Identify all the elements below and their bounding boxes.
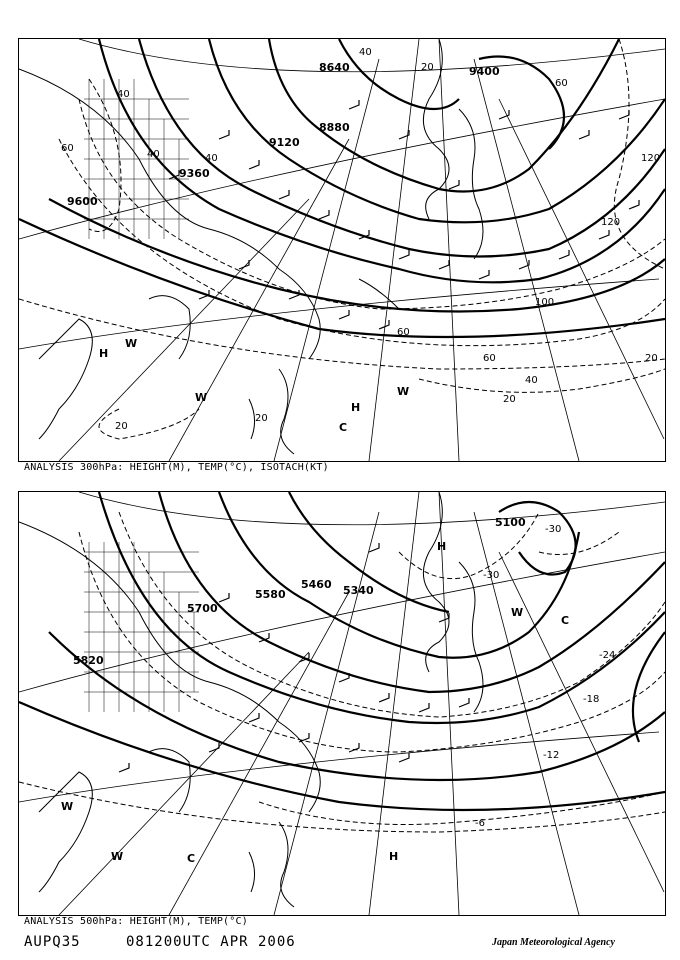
chart-valid-time: 081200UTC APR 2006 [126, 934, 296, 950]
graticule [19, 39, 665, 461]
height-label-9400: 9400 [469, 65, 500, 78]
warm-center: W [397, 385, 410, 398]
height-label-9360: 9360 [179, 167, 210, 180]
map-300hpa [18, 38, 666, 462]
isotach-label: 40 [359, 47, 372, 58]
height-label-5580: 5580 [255, 588, 286, 601]
warm-center: W [511, 606, 524, 619]
caption-500hpa: ANALYSIS 500hPa: HEIGHT(M), TEMP(°C) [24, 916, 248, 927]
high-center: H [351, 401, 361, 414]
height-label-9120: 9120 [269, 136, 300, 149]
wind-barbs [119, 543, 469, 772]
hatched-region [84, 542, 199, 712]
warm-center: W [61, 800, 74, 813]
high-center: H [437, 540, 447, 553]
isotach-label: 100 [535, 297, 555, 308]
warm-center: W [195, 391, 208, 404]
warm-center: W [111, 850, 124, 863]
height-label-5100: 5100 [495, 516, 526, 529]
height-contours [19, 492, 665, 810]
map-500hpa [18, 491, 666, 916]
isotach-label: 60 [555, 78, 568, 89]
height-label-5340: 5340 [343, 584, 374, 597]
map-300hpa-canvas [19, 39, 665, 461]
warm-center: W [125, 337, 138, 350]
height-label-8880: 8880 [319, 121, 350, 134]
isotherm-label: -30 [545, 524, 562, 535]
agency-name: Japan Meteorological Agency [492, 937, 615, 948]
cold-center: C [187, 852, 196, 865]
isotherm-label: -18 [583, 694, 600, 705]
isotach-label: 40 [525, 375, 538, 386]
high-center: H [99, 347, 109, 360]
caption-300hpa: ANALYSIS 300hPa: HEIGHT(M), TEMP(°C), ISOTACH(KT) [24, 462, 329, 473]
coastline [19, 39, 483, 454]
isotach-label: 60 [61, 143, 74, 154]
height-label-8640: 8640 [319, 61, 350, 74]
isotach-label: 120 [601, 217, 621, 228]
isotach-label: 60 [483, 353, 496, 364]
isotach-label: 40 [205, 153, 218, 164]
map-500hpa-canvas [19, 492, 665, 915]
isotach-label: 60 [397, 327, 410, 338]
isotherm-label: -24 [599, 650, 616, 661]
cold-center: C [561, 614, 570, 627]
isotherm-label: -6 [475, 818, 485, 829]
height-contours [19, 39, 665, 337]
height-label-5820: 5820 [73, 654, 104, 667]
isotach-label: 40 [117, 89, 130, 100]
height-label-5460: 5460 [301, 578, 332, 591]
isotherm-label: -12 [543, 750, 560, 761]
isotherm-label: -30 [483, 570, 500, 581]
isotach-label: 20 [645, 353, 658, 364]
isotach-label: 20 [421, 62, 434, 73]
cold-center: C [339, 421, 348, 434]
isotach-label: 20 [115, 421, 128, 432]
height-label-9600: 9600 [67, 195, 98, 208]
hatched-region [84, 79, 189, 239]
chart-code: AUPQ35 [24, 934, 81, 950]
height-label-5700: 5700 [187, 602, 218, 615]
isotach-label: 20 [255, 413, 268, 424]
isotach-label: 40 [147, 149, 160, 160]
isotach-label: 20 [503, 394, 516, 405]
high-center: H [389, 850, 399, 863]
isotach-label: 120 [641, 153, 661, 164]
